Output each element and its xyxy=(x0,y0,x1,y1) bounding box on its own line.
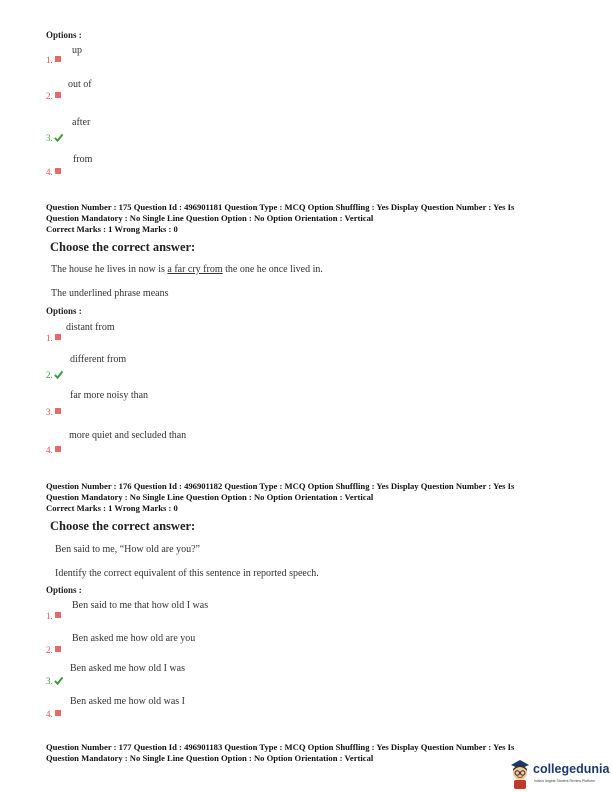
cross-icon xyxy=(55,56,61,62)
option-number: 1. xyxy=(46,333,53,343)
mascot-icon xyxy=(508,757,532,789)
cross-icon xyxy=(55,646,61,652)
option-marker xyxy=(46,50,61,68)
option-number: 3. xyxy=(46,133,53,143)
logo-text: collegedunia xyxy=(533,762,610,776)
question-meta xyxy=(46,742,586,764)
question-sentence xyxy=(51,264,323,275)
option-number: 1. xyxy=(46,55,53,65)
option-text: Ben asked me how old are you xyxy=(72,633,196,644)
options-label: Options : xyxy=(46,30,82,40)
question-meta xyxy=(46,481,586,514)
option-number: 4. xyxy=(46,445,53,455)
question-prompt: Choose the correct answer: xyxy=(50,240,196,254)
option-number: 1. xyxy=(46,611,53,621)
option-text: far more noisy than xyxy=(70,390,149,401)
meta-line: Question Number : 176 Question Id : 496901182 Question Type : MCQ Option Shuffling : Yes Display Question Number : Yes Is xyxy=(46,481,515,491)
cross-icon xyxy=(55,408,61,414)
cross-icon xyxy=(55,710,61,716)
sentence-part: The house he lives in now is xyxy=(51,264,168,275)
cross-icon xyxy=(55,446,61,452)
collegedunia-logo[interactable] xyxy=(508,757,612,791)
cross-icon xyxy=(55,168,61,174)
question-prompt: Choose the correct answer: xyxy=(50,519,196,533)
question-text: The underlined phrase means xyxy=(51,288,169,299)
underlined-phrase: a far cry from xyxy=(167,264,223,275)
option-marker xyxy=(46,704,61,722)
option-text: distant from xyxy=(66,322,115,333)
sentence-part: the one he once lived in. xyxy=(222,264,323,275)
option-text: out of xyxy=(68,79,92,90)
question-sentence: Ben said to me, “How old are you?” xyxy=(55,544,200,555)
option-marker xyxy=(46,365,63,383)
option-marker xyxy=(46,86,61,104)
meta-line: Question Number : 177 Question Id : 496901183 Question Type : MCQ Option Shuffling : Yes Display Question Number : Yes Is xyxy=(46,742,515,752)
option-text: Ben said to me that how old I was xyxy=(72,600,209,611)
option-number: 3. xyxy=(46,676,53,686)
question-text: Identify the correct equivalent of this sentence in reported speech. xyxy=(55,568,319,579)
option-marker xyxy=(46,440,61,458)
meta-line: Question Mandatory : No Single Line Question Option : No Option Orientation : Vertical xyxy=(46,492,374,502)
options-label: Options : xyxy=(46,585,82,595)
option-text: more quiet and secluded than xyxy=(69,430,187,441)
option-number: 4. xyxy=(46,709,53,719)
option-marker xyxy=(46,162,61,180)
option-number: 2. xyxy=(46,91,53,101)
option-marker xyxy=(46,328,61,346)
option-marker xyxy=(46,606,61,624)
option-marker xyxy=(46,128,63,146)
option-marker xyxy=(46,402,61,420)
check-icon xyxy=(54,370,63,379)
cross-icon xyxy=(55,334,61,340)
option-marker xyxy=(46,640,61,658)
option-number: 3. xyxy=(46,407,53,417)
option-text: from xyxy=(73,154,93,165)
option-text: Ben asked me how old was I xyxy=(70,696,185,707)
marks-line: Correct Marks : 1 Wrong Marks : 0 xyxy=(46,503,178,513)
check-icon xyxy=(54,676,63,685)
cross-icon xyxy=(55,612,61,618)
option-number: 4. xyxy=(46,167,53,177)
check-icon xyxy=(54,133,63,142)
options-label: Options : xyxy=(46,306,82,316)
meta-line: Question Mandatory : No Single Line Question Option : No Option Orientation : Vertical xyxy=(46,213,374,223)
option-text: up xyxy=(72,45,82,56)
logo-tagline: India's largest Student Review Platform xyxy=(534,779,595,783)
option-marker xyxy=(46,671,63,689)
marks-line: Correct Marks : 1 Wrong Marks : 0 xyxy=(46,224,178,234)
option-number: 2. xyxy=(46,370,53,380)
meta-line: Question Number : 175 Question Id : 496901181 Question Type : MCQ Option Shuffling : Yes Display Question Number : Yes Is xyxy=(46,202,515,212)
option-text: Ben asked me how old I was xyxy=(70,663,185,674)
option-number: 2. xyxy=(46,645,53,655)
cross-icon xyxy=(55,92,61,98)
option-text: after xyxy=(72,117,91,128)
question-meta xyxy=(46,202,586,235)
meta-line: Question Mandatory : No Single Line Question Option : No Option Orientation : Vertical xyxy=(46,753,374,763)
option-text: different from xyxy=(70,354,127,365)
